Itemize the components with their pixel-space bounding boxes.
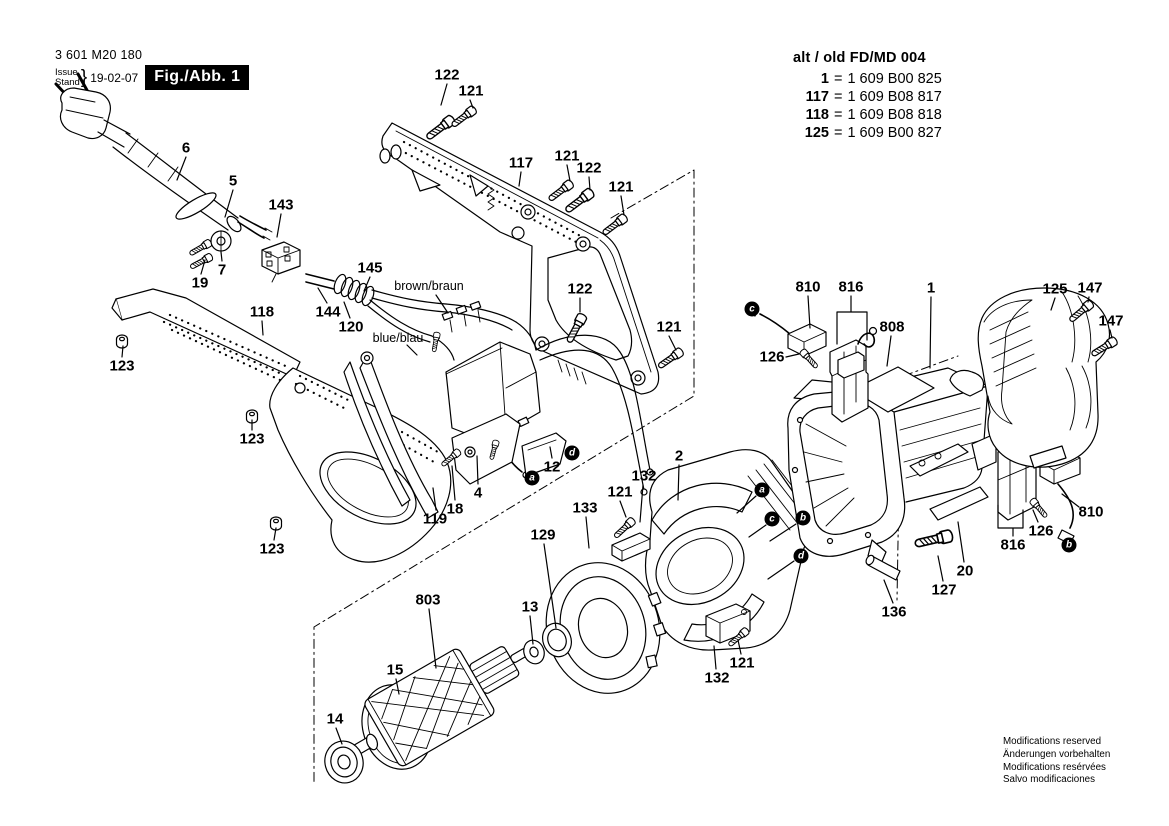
footer-note-line: Modifications reserved	[1003, 736, 1102, 747]
part-callout-816: 816	[1000, 536, 1026, 554]
part-callout-120: 120	[338, 318, 364, 336]
wire-letter-b: b	[796, 511, 811, 526]
part-callout-147: 147	[1077, 279, 1103, 297]
superseded-row: 1 = 1 609 B00 825	[820, 71, 942, 87]
armature-803	[320, 618, 547, 787]
part-callout-145: 145	[357, 259, 383, 277]
part-callout-126: 126	[759, 348, 785, 366]
wire-letter-a: a	[525, 471, 540, 486]
superseded-row: 118 = 1 609 B08 818	[805, 107, 942, 123]
part-callout-2: 2	[674, 447, 684, 465]
part-callout-20: 20	[956, 562, 974, 580]
part-callout-121: 121	[729, 654, 755, 672]
wire-label-brown/braun: brown/braun	[394, 279, 464, 293]
figure-label: Fig./Abb. 1	[145, 65, 249, 90]
wire-letter-b: b	[1062, 538, 1077, 553]
part-callout-14: 14	[326, 710, 344, 728]
part-callout-5: 5	[228, 172, 238, 190]
superseded-table	[793, 50, 942, 142]
wire-letter-a: a	[755, 483, 770, 498]
motor-housing-1	[788, 367, 996, 580]
part-callout-147: 147	[1098, 312, 1124, 330]
superseded-row: 125 = 1 609 B00 827	[804, 125, 942, 141]
part-callout-132: 132	[631, 467, 657, 485]
issue-brace: }	[80, 66, 88, 88]
part-callout-810: 810	[795, 278, 821, 296]
part-callout-808: 808	[879, 318, 905, 336]
wire-letter-c: c	[765, 512, 780, 527]
wire-label-blue/blau: blue/blau	[372, 331, 424, 345]
wire-letter-c: c	[745, 302, 760, 317]
part-callout-143: 143	[268, 196, 294, 214]
title-block	[55, 48, 249, 90]
part-callout-125: 125	[1042, 280, 1068, 298]
wire-letter-d: d	[794, 549, 809, 564]
part-callout-122: 122	[576, 159, 602, 177]
part-callout-121: 121	[554, 147, 580, 165]
part-callout-19: 19	[191, 274, 209, 292]
part-callout-6: 6	[181, 139, 191, 157]
part-callout-133: 133	[572, 499, 598, 517]
part-callout-7: 7	[217, 261, 227, 279]
part-callout-117: 117	[508, 154, 534, 172]
part-callout-123: 123	[259, 540, 285, 558]
cable-connector-143	[262, 242, 300, 282]
part-callout-13: 13	[521, 598, 539, 616]
superseded-row: 117 = 1 609 B08 817	[805, 89, 942, 105]
wire-letter-d: d	[565, 446, 580, 461]
part-callout-126: 126	[1028, 522, 1054, 540]
part-callout-127: 127	[931, 581, 957, 599]
superseded-table-title: alt / old FD/MD 004	[793, 50, 926, 66]
footer-note-line: Salvo modificaciones	[1003, 774, 1096, 786]
part-callout-119: 119	[422, 510, 448, 528]
part-callout-803: 803	[415, 591, 441, 609]
part-callout-123: 123	[109, 357, 135, 375]
part-callout-121: 121	[458, 82, 484, 100]
superseded-table-rows	[793, 70, 942, 142]
part-callout-118: 118	[249, 303, 275, 321]
part-callout-1: 1	[926, 279, 936, 297]
part-callout-144: 144	[315, 303, 341, 321]
part-callout-15: 15	[386, 661, 404, 679]
part-callout-122: 122	[434, 66, 460, 84]
part-callout-816: 816	[838, 278, 864, 296]
part-callout-123: 123	[239, 430, 265, 448]
part-callout-121: 121	[608, 178, 634, 196]
issue-date: 19-02-07	[90, 70, 139, 85]
part-callout-18: 18	[446, 500, 464, 518]
part-callout-129: 129	[530, 526, 556, 544]
footer-note-line: Modifications resérvées	[1003, 761, 1106, 773]
issue-words: Issue Stand	[55, 66, 80, 88]
part-callout-121: 121	[607, 483, 633, 501]
footer-notes	[1003, 736, 1110, 787]
part-callout-132: 132	[704, 669, 730, 687]
part-callout-12: 12	[543, 458, 561, 476]
part-callout-122: 122	[567, 280, 593, 298]
part-callout-810: 810	[1078, 503, 1104, 521]
power-cord-assembly	[56, 74, 272, 240]
part-callout-4: 4	[473, 484, 483, 502]
part-callout-136: 136	[881, 603, 907, 621]
part-callout-121: 121	[656, 318, 682, 336]
footer-note-line: Änderungen vorbehalten	[1003, 748, 1111, 760]
product-number: 3 601 M20 180	[55, 48, 143, 62]
end-cap-125	[978, 288, 1109, 468]
